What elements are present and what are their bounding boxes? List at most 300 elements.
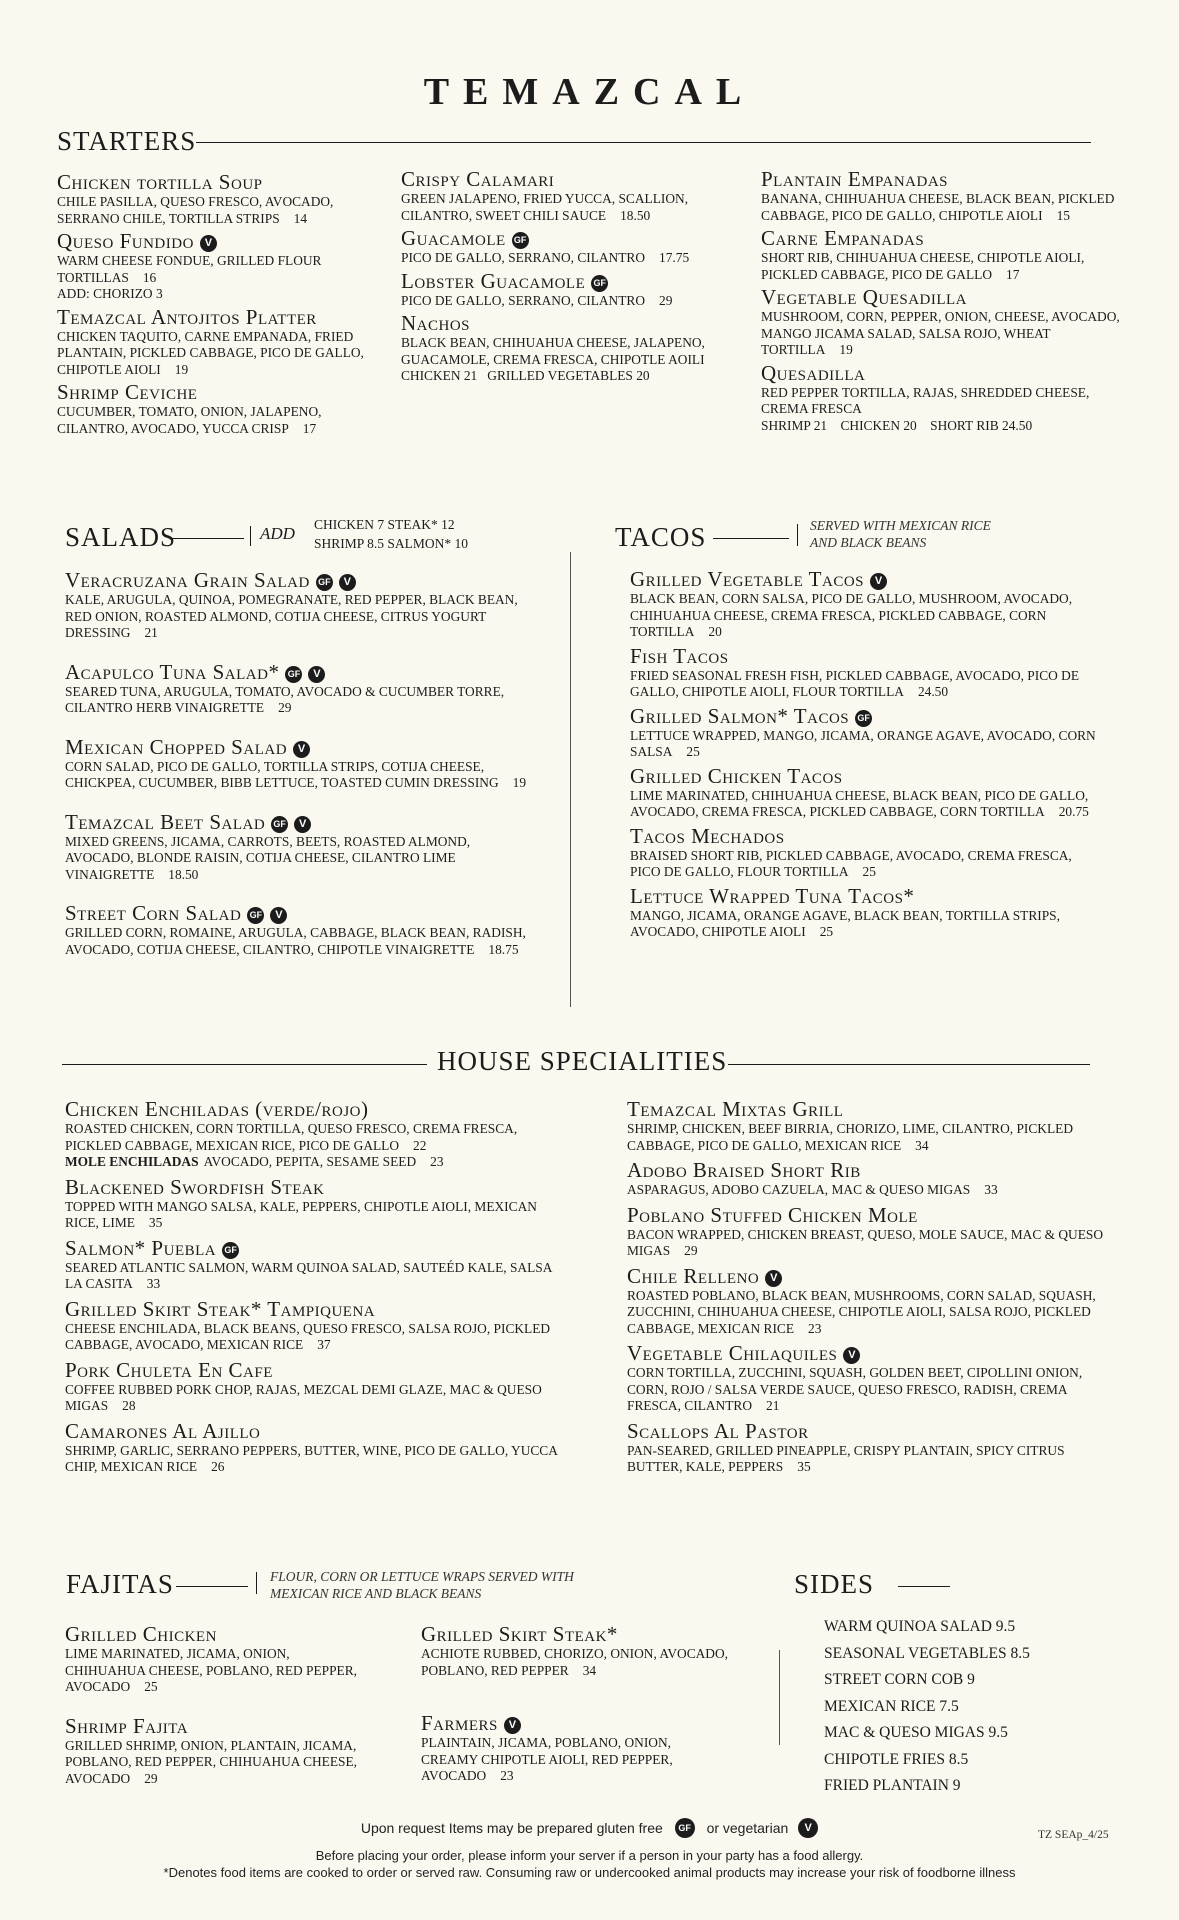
menu-item-description: [57, 404, 377, 437]
menu-item-desc-text: ROASTED CHICKEN, CORN TORTILLA, QUESO FRESCO, CREMA FRESCA, PICKLED CABBAGE, MEXICAN RICE, PICO DE GALLO: [65, 1121, 518, 1153]
menu-item-name: [65, 1236, 565, 1260]
menu-item-description: [65, 1443, 565, 1476]
menu-item: [627, 1158, 1117, 1199]
menu-item-name-text: Queso Fundido: [57, 229, 194, 253]
menu-item-description: [630, 908, 1100, 941]
menu-item-name-text: Farmers: [421, 1711, 498, 1735]
menu-item-desc-text: ASPARAGUS, ADOBO CAZUELA, MAC & QUESO MIGAS: [627, 1182, 971, 1197]
menu-item: [401, 311, 731, 385]
menu-item-desc-text: RED PEPPER TORTILLA, RAJAS, SHREDDED CHEESE, CREMA FRESCA: [761, 384, 1090, 416]
menu-item-desc-text: BRAISED SHORT RIB, PICKLED CABBAGE, AVOCADO, CREMA FRESCA, PICO DE GALLO, FLOUR TORTILLA: [630, 847, 1072, 879]
menu-item: [65, 1358, 565, 1415]
vegetarian-icon: V: [843, 1347, 860, 1364]
menu-item-desc-text: PICO DE GALLO, SERRANO, CILANTRO: [401, 250, 646, 265]
menu-item-name: [761, 226, 1131, 250]
menu-item: [65, 810, 535, 884]
menu-item: [57, 380, 377, 437]
menu-item: [761, 167, 1131, 224]
vegetarian-icon: V: [339, 574, 356, 591]
menu-item-price: 29: [684, 1243, 698, 1258]
menu-item-name-text: Pork Chuleta En Cafe: [65, 1357, 273, 1382]
menu-item-name: [65, 901, 535, 925]
menu-item-desc-text: LETTUCE WRAPPED, MANGO, JICAMA, ORANGE AGAVE, AVOCADO, CORN SALSA: [630, 727, 1096, 759]
menu-item-name-text: Adobo Braised Short Rib: [627, 1158, 861, 1182]
fajitas-col-2: [421, 1622, 731, 1785]
tacos-list: [630, 567, 1100, 941]
menu-item-desc-text: MUSHROOM, CORN, PEPPER, ONION, CHEESE, AVOCADO, MANGO JICAMA SALAD, SALSA ROJO, WHEAT TORTILLA: [761, 309, 1120, 357]
menu-item-price: 14: [293, 210, 308, 226]
menu-item-name: [630, 567, 1100, 591]
menu-item-desc-text: BLACK BEAN, CHIHUAHUA CHEESE, JALAPENO, GUACAMOLE, CREMA FRESCA, CHIPOTLE AOILI: [401, 335, 705, 367]
menu-item-desc-text: SEARED TUNA, ARUGULA, TOMATO, AVOCADO & CUCUMBER TORRE, CILANTRO HERB VINAIGRETTE: [65, 683, 505, 715]
sides-list: [824, 1614, 1104, 1800]
salads-rule: [172, 538, 244, 539]
menu-item-name-text: Plantain Empanadas: [761, 167, 949, 191]
menu-item-name: [57, 380, 377, 404]
salads-add-divider: [250, 526, 251, 546]
menu-item-description: [401, 191, 731, 224]
menu-item: [630, 884, 1100, 941]
salads-heading: SALADS: [65, 522, 177, 552]
menu-item: [65, 1097, 565, 1171]
salads-list: [65, 568, 535, 958]
menu-item-name-text: Poblano Stuffed Chicken Mole: [627, 1202, 918, 1227]
menu-item: [65, 1297, 565, 1354]
menu-item-desc-text: MANGO, JICAMA, ORANGE AGAVE, BLACK BEAN, TORTILLA STRIPS, AVOCADO, CHIPOTLE AIOLI: [630, 907, 1060, 939]
menu-item-name-text: Temazcal Mixtas Grill: [627, 1097, 844, 1121]
menu-item-description: [65, 1321, 565, 1354]
menu-item-desc-text: SHORT RIB, CHIHUAHUA CHEESE, CHIPOTLE AIOLI, PICKLED CABBAGE, PICO DE GALLO: [761, 250, 1085, 282]
vegetarian-icon: V: [870, 573, 887, 590]
menu-item-name-text: Lobster Guacamole: [401, 268, 586, 293]
menu-item-name-text: Nachos: [401, 311, 471, 335]
menu-item: [401, 226, 731, 267]
menu-item-desc-text: ROASTED POBLANO, BLACK BEAN, MUSHROOMS, CORN SALAD, SQUASH, ZUCCHINI, CHIHUAHUA CHEESE, CHIPOTLE AIOLI, SALSA ROJO, PICKLED CABBAGE, MEXICAN RICE: [627, 1287, 1096, 1336]
menu-item-price: 19: [174, 361, 189, 377]
menu-item-name-text: Blackened Swordfish Steak: [65, 1174, 325, 1199]
menu-item: [65, 660, 535, 717]
menu-item-desc-text: PAN-SEARED, GRILLED PINEAPPLE, CRISPY PLANTAIN, SPICY CITRUS BUTTER, KALE, PEPPERS: [627, 1442, 1065, 1474]
menu-item-description: [65, 1738, 365, 1788]
menu-item: [65, 1714, 365, 1788]
menu-item-name-text: Crispy Calamari: [401, 167, 555, 191]
menu-item-description: [401, 335, 731, 368]
menu-item-description: [627, 1182, 1117, 1199]
menu-item-price: 25: [686, 744, 700, 759]
vegetarian-icon: V: [765, 1270, 782, 1287]
menu-item-desc-text: LIME MARINATED, JICAMA, ONION, CHIHUAHUA CHEESE, POBLANO, RED PEPPER, AVOCADO: [65, 1646, 358, 1694]
menu-item-name: [65, 660, 535, 684]
salads-add-label: ADD: [260, 524, 295, 543]
menu-item-name-text: Chicken Enchiladas (verde/rojo): [65, 1097, 369, 1121]
menu-item-price: 17: [1006, 266, 1020, 282]
gluten-free-icon: GF: [316, 574, 333, 591]
menu-item-name-text: Scallops Al Pastor: [627, 1418, 809, 1443]
menu-item-name: [421, 1622, 731, 1646]
fajitas-note: FLOUR, CORN OR LETTUCE WRAPS SERVED WITH MEXICAN RICE AND BLACK BEANS: [270, 1569, 574, 1601]
menu-item-desc-text: CHICKEN TAQUITO, CARNE EMPANADA, FRIED PLANTAIN, PICKLED CABBAGE, PICO DE GALLO, CHIPOTLE AIOLI: [57, 328, 364, 377]
menu-item-name: [65, 1358, 565, 1382]
side-item: MAC & QUESO MIGAS 9.5: [824, 1724, 1008, 1741]
menu-item-desc-text: PLAINTAIN, JICAMA, POBLANO, ONION, CREAMY CHIPOTLE AIOLI, RED PEPPER, AVOCADO: [421, 1735, 673, 1783]
menu-item-price: 20.75: [1058, 804, 1089, 819]
menu-item-name-text: Mexican Chopped Salad: [65, 734, 288, 759]
menu-item-desc-text: GRILLED CORN, ROMAINE, ARUGULA, CABBAGE, BLACK BEAN, RADISH, AVOCADO, COTIJA CHEESE, CILANTRO, CHIPOTLE VINAIGRETTE: [65, 925, 526, 957]
side-item: SEASONAL VEGETABLES 8.5: [824, 1644, 1030, 1662]
menu-item-name: [630, 884, 1100, 908]
menu-item-description: [627, 1227, 1117, 1260]
fajitas-rule: [176, 1586, 248, 1587]
footer-allergy: Before placing your order, please inform your server if a person in your party has a food allergy.: [315, 1848, 864, 1863]
menu-item: [627, 1341, 1117, 1415]
menu-item-name-text: Grilled Skirt Steak*: [421, 1622, 618, 1646]
menu-item-description: [630, 848, 1100, 881]
menu-item-desc-text: MIXED GREENS, JICAMA, CARROTS, BEETS, ROASTED ALMOND, AVOCADO, BLONDE RAISIN, COTIJA CHEESE, CILANTRO LIME VINAIGRETTE: [65, 833, 471, 882]
menu-item-desc-text: BLACK BEAN, CORN SALSA, PICO DE GALLO, MUSHROOM, AVOCADO, CHIHUAHUA CHEESE, CREMA FRESCA, PICKLED CABBAGE, CORN TORTILLA: [630, 591, 1073, 639]
side-item: STREET CORN COB 9: [824, 1671, 975, 1688]
menu-item-desc-text: SHRIMP, GARLIC, SERRANO PEPPERS, BUTTER, WINE, PICO DE GALLO, YUCCA CHIP, MEXICAN RICE: [65, 1442, 558, 1474]
menu-item-desc-text: GREEN JALAPENO, FRIED YUCCA, SCALLION, CILANTRO, SWEET CHILI SAUCE: [401, 191, 689, 223]
menu-item-desc-text: FRIED SEASONAL FRESH FISH, PICKLED CABBAGE, AVOCADO, PICO DE GALLO, CHIPOTLE AIOLI, FLOUR TORTILLA: [630, 667, 1080, 699]
menu-item: [761, 226, 1131, 283]
menu-item-description: [630, 728, 1100, 761]
menu-item-price: 18.50: [168, 866, 199, 882]
starters-heading: STARTERS: [57, 126, 197, 156]
menu-item-name-text: Tacos Mechados: [630, 823, 785, 848]
menu-item-price: 33: [984, 1182, 998, 1197]
vegetarian-icon: V: [200, 235, 217, 252]
menu-item-description: [630, 788, 1100, 821]
menu-item: [627, 1264, 1117, 1338]
gluten-free-icon: GF: [675, 1818, 695, 1838]
menu-item: [630, 644, 1100, 701]
vegetarian-icon: V: [798, 1818, 818, 1838]
menu-item-variant: [65, 1154, 565, 1171]
salads-tacos-divider: [570, 552, 571, 1007]
menu-item-name-text: Carne Empanadas: [761, 226, 925, 250]
menu-item-name: [761, 285, 1131, 309]
menu-item-name: [57, 229, 377, 253]
menu-item: [630, 824, 1100, 881]
menu-item-variant-name: MOLE ENCHILADAS: [65, 1154, 199, 1169]
menu-code: TZ SEAp_4/25: [1038, 1829, 1109, 1841]
house-col-1: [65, 1097, 565, 1476]
menu-item: [421, 1622, 731, 1679]
menu-item-name: [630, 824, 1100, 848]
menu-item-name: [627, 1203, 1117, 1227]
salads-add-line-2: SHRIMP 8.5 SALMON* 10: [314, 536, 469, 551]
menu-item-description: [421, 1735, 731, 1785]
menu-item-name-text: Shrimp Ceviche: [57, 380, 198, 404]
menu-item-description: [421, 1646, 731, 1679]
side-item: MEXICAN RICE 7.5: [824, 1697, 959, 1715]
menu-item-price: 19: [839, 342, 853, 357]
house-rule-right: [728, 1064, 1090, 1065]
menu-item: [627, 1419, 1117, 1476]
menu-item: [65, 735, 535, 792]
menu-item-name: [627, 1158, 1117, 1182]
menu-item-name: [627, 1264, 1117, 1288]
menu-item-name: [65, 568, 535, 592]
menu-item-name: [65, 1419, 565, 1443]
menu-item-price: 16: [142, 269, 157, 285]
menu-item-desc-text: ACHIOTE RUBBED, CHORIZO, ONION, AVOCADO, POBLANO, RED PEPPER: [421, 1646, 728, 1678]
side-item: CHIPOTLE FRIES 8.5: [824, 1750, 969, 1768]
menu-item-name: [630, 644, 1100, 668]
menu-item-price: 20: [708, 624, 722, 639]
menu-item-description: [57, 253, 377, 286]
menu-item-price: 29: [278, 700, 292, 715]
menu-item-name: [65, 1622, 365, 1646]
menu-item-description: [65, 1382, 565, 1415]
menu-item-name: [65, 1097, 565, 1121]
menu-item-description: [761, 385, 1131, 418]
menu-item: [630, 567, 1100, 641]
menu-item-name-text: Vegetable Quesadilla: [761, 285, 968, 309]
menu-item: [401, 167, 731, 224]
menu-item-name-text: Lettuce Wrapped Tuna Tacos*: [630, 883, 915, 908]
menu-item-price: 29: [659, 292, 673, 308]
menu-item: [630, 764, 1100, 821]
menu-item-options: SHRIMP 21 CHICKEN 20 SHORT RIB 24.50: [761, 417, 1033, 433]
menu-item-name-text: Chile Relleno: [627, 1263, 760, 1288]
menu-item-description: [630, 668, 1100, 701]
menu-item: [401, 269, 731, 310]
menu-item-desc-text: LIME MARINATED, CHIHUAHUA CHEESE, BLACK BEAN, PICO DE GALLO, AVOCADO, CREMA FRESCA, PICKLED CABBAGE, CORN TORTILLA: [630, 787, 1089, 819]
menu-item-description: [761, 250, 1131, 283]
gluten-free-icon: GF: [247, 907, 264, 924]
starters-col-1: [57, 170, 377, 437]
menu-item: [57, 305, 377, 379]
menu-item-price: 17: [302, 420, 317, 436]
vegetarian-icon: V: [294, 816, 311, 833]
menu-item: [761, 361, 1131, 435]
menu-item-price: 18.75: [488, 941, 519, 957]
menu-item-desc-text: SHRIMP, CHICKEN, BEEF BIRRIA, CHORIZO, LIME, CILANTRO, PICKLED CABBAGE, PICO DE GALLO, MEXICAN RICE: [627, 1121, 1073, 1153]
menu-item-description: [401, 250, 731, 267]
menu-item-desc-text: KALE, ARUGULA, QUINOA, POMEGRANATE, RED PEPPER, BLACK BEAN, RED ONION, ROASTED ALMOND, COTIJA CHEESE, CITRUS YOGURT DRESSING: [65, 592, 518, 640]
tacos-note: SERVED WITH MEXICAN RICE AND BLACK BEANS: [810, 518, 991, 550]
menu-item-price: 18.50: [620, 207, 651, 223]
menu-item-description: [65, 1260, 565, 1293]
menu-item-name: [57, 170, 377, 194]
menu-item: [65, 1622, 365, 1696]
tacos-heading: TACOS: [615, 522, 707, 552]
menu-item-name-text: Shrimp Fajita: [65, 1713, 189, 1738]
menu-item-name-text: Salmon* Puebla: [65, 1235, 217, 1260]
menu-item-price: 34: [582, 1662, 597, 1678]
menu-item-name-text: Street Corn Salad: [65, 901, 242, 925]
menu-item-price: 23: [500, 1768, 514, 1783]
menu-item-price: 15: [1056, 207, 1070, 223]
menu-item-desc-text: CUCUMBER, TOMATO, ONION, JALAPENO, CILANTRO, AVOCADO, YUCCA CRISP: [57, 404, 322, 436]
restaurant-logo: TEMAZCAL: [423, 71, 756, 113]
menu-item-price: 25: [144, 1679, 158, 1694]
footer-request-text-a: Upon request Items may be prepared gluten free: [360, 1820, 663, 1836]
menu-item-desc-text: COFFEE RUBBED PORK CHOP, RAJAS, MEZCAL DEMI GLAZE, MAC & QUESO MIGAS: [65, 1381, 542, 1413]
menu-item: [65, 901, 535, 958]
menu-item-name: [630, 764, 1100, 788]
menu-item-price: 35: [148, 1215, 163, 1230]
menu-item-desc-text: GRILLED SHRIMP, ONION, PLANTAIN, JICAMA, POBLANO, RED PEPPER, CHIHUAHUA CHEESE, AVOCADO: [65, 1737, 358, 1786]
sides-divider: [779, 1650, 780, 1745]
menu-item-name: [421, 1711, 731, 1735]
menu-item-description: [65, 684, 535, 717]
menu-item-price: 34: [915, 1137, 929, 1153]
menu-item-desc-text: SEARED ATLANTIC SALMON, WARM QUINOA SALAD, SAUTEÉD KALE, SALSA LA CASITA: [65, 1259, 552, 1291]
gluten-free-icon: GF: [855, 710, 872, 727]
menu-item-name: [65, 735, 535, 759]
gluten-free-icon: GF: [285, 666, 302, 683]
menu-item-price: 37: [317, 1337, 331, 1352]
menu-item-price: 21: [766, 1398, 780, 1413]
fajitas-note-divider: [256, 1572, 257, 1594]
house-heading: HOUSE SPECIALITIES: [437, 1046, 728, 1076]
menu-item-name: [65, 1297, 565, 1321]
menu-item: [630, 704, 1100, 761]
menu-item-name-text: Chicken tortilla Soup: [57, 170, 263, 194]
menu-item: [57, 229, 377, 303]
menu-item-description: [65, 1646, 365, 1696]
menu-item-price: 33: [146, 1276, 161, 1291]
menu-item-name-text: Temazcal Antojitos Platter: [57, 304, 317, 329]
menu-item-name: [401, 269, 731, 293]
menu-item-name-text: Temazcal Beet Salad: [65, 809, 266, 834]
menu-item-name: [761, 361, 1131, 385]
menu-item-name: [630, 704, 1100, 728]
vegetarian-icon: V: [270, 907, 287, 924]
fajitas-col-1: [65, 1622, 365, 1787]
menu-item-description: [630, 591, 1100, 641]
menu-item-description: [761, 191, 1131, 224]
menu-item: [627, 1203, 1117, 1260]
menu-item-name-text: Grilled Chicken Tacos: [630, 763, 843, 788]
menu-item-description: [627, 1443, 1117, 1476]
menu-item-price: 24.50: [917, 684, 949, 699]
menu-item-name: [627, 1419, 1117, 1443]
menu-item-description: [57, 329, 377, 379]
menu-item-name-text: Fish Tacos: [630, 643, 729, 668]
menu-item-name: [65, 810, 535, 834]
menu-item-description: [65, 925, 535, 958]
menu-item-name-text: Veracruzana Grain Salad: [65, 568, 310, 592]
gluten-free-icon: GF: [222, 1242, 239, 1259]
menu-item-price: 25: [862, 864, 876, 879]
menu-item-name-text: Grilled Chicken: [65, 1622, 217, 1646]
menu-item-price: 22: [413, 1137, 427, 1153]
menu-item-price: 25: [819, 924, 834, 939]
menu-item-desc-text: TOPPED WITH MANGO SALSA, KALE, PEPPERS, CHIPOTLE AIOLI, MEXICAN RICE, LIME: [65, 1198, 537, 1230]
menu-item-name: [401, 167, 731, 191]
sides-heading: SIDES: [794, 1569, 875, 1599]
fajitas-heading: FAJITAS: [66, 1569, 174, 1599]
menu-item-options: ADD: CHORIZO 3: [57, 286, 163, 301]
menu-item-price: 23: [808, 1320, 822, 1336]
menu-item-name: [627, 1341, 1117, 1365]
menu-item-price: 19: [512, 775, 527, 790]
menu-item-name: [401, 226, 731, 250]
gluten-free-icon: GF: [512, 232, 529, 249]
gluten-free-icon: GF: [271, 816, 288, 833]
menu-item-price: 28: [122, 1398, 136, 1413]
house-rule-left: [62, 1064, 427, 1065]
menu-item-name-text: Grilled Vegetable Tacos: [630, 567, 865, 591]
menu-item-description: [627, 1121, 1117, 1154]
menu-item-desc-text: BANANA, CHIHUAHUA CHEESE, BLACK BEAN, PICKLED CABBAGE, PICO DE GALLO, CHIPOTLE AIOLI: [761, 191, 1115, 223]
starters-col-3: [761, 167, 1131, 434]
starters-rule: [196, 142, 1091, 143]
menu-item: [65, 1236, 565, 1293]
salads-add-line-1: CHICKEN 7 STEAK* 12: [314, 517, 455, 532]
vegetarian-icon: V: [293, 741, 310, 758]
menu-item-desc-text: BACON WRAPPED, CHICKEN BREAST, QUESO, MOLE SAUCE, MAC & QUESO MIGAS: [627, 1226, 1104, 1258]
menu-item-name-text: Guacamole: [401, 226, 506, 250]
side-item: FRIED PLANTAIN 9: [824, 1777, 961, 1794]
menu-item-name: [761, 167, 1131, 191]
menu-item-name-text: Acapulco Tuna Salad*: [65, 659, 280, 684]
menu-item: [627, 1097, 1117, 1154]
footer-request-text-b: or vegetarian: [706, 1820, 789, 1836]
menu-item-options: CHICKEN 21 GRILLED VEGETABLES 20: [401, 368, 650, 383]
menu-item-name-text: Vegetable Chilaquiles: [627, 1341, 838, 1365]
menu-item-name-text: Camarones Al Ajillo: [65, 1418, 261, 1443]
menu-item-description: [627, 1365, 1117, 1415]
starters-col-2: [401, 167, 731, 385]
menu-item-desc-text: PICO DE GALLO, SERRANO, CILANTRO: [401, 292, 646, 308]
menu-item-price: 29: [144, 1770, 158, 1786]
menu-item-description: [65, 1121, 565, 1154]
menu-item: [421, 1711, 731, 1785]
footer-request: [0, 1818, 1179, 1838]
menu-item-price: 21: [144, 625, 158, 640]
menu-item: [65, 1175, 565, 1232]
sides-rule: [898, 1586, 950, 1587]
menu-item-description: [65, 1199, 565, 1232]
menu-item-description: [65, 592, 535, 642]
menu-item: [65, 1419, 565, 1476]
menu-item-name: [57, 305, 377, 329]
menu-item-price: 17.75: [659, 250, 690, 265]
menu-item-desc-text: CORN SALAD, PICO DE GALLO, TORTILLA STRIPS, COTIJA CHEESE, CHICKPEA, CUCUMBER, BIBB LETTUCE, TOASTED CUMIN DRESSING: [65, 758, 499, 790]
menu-item-description: [627, 1288, 1117, 1338]
menu-item: [65, 568, 535, 642]
tacos-rule: [713, 538, 789, 539]
tacos-note-divider: [797, 524, 798, 546]
menu-item-variant-desc: AVOCADO, PEPITA, SESAME SEED: [203, 1154, 417, 1169]
vegetarian-icon: V: [308, 666, 325, 683]
menu-item-variant-price: 23: [430, 1154, 444, 1169]
menu-item-name: [65, 1175, 565, 1199]
menu-item-name: [401, 311, 731, 335]
menu-item-price: 26: [211, 1459, 225, 1474]
menu-item: [761, 285, 1131, 359]
menu-item-description: [57, 194, 377, 227]
menu-item-name-text: Quesadilla: [761, 360, 866, 385]
menu-item-description: [761, 309, 1131, 359]
house-col-2: [627, 1097, 1117, 1476]
menu-item-desc-text: WARM CHEESE FONDUE, GRILLED FLOUR TORTILLAS: [57, 253, 322, 285]
gluten-free-icon: GF: [591, 275, 608, 292]
menu-item-name-text: Grilled Skirt Steak* Tampiquena: [65, 1296, 376, 1321]
menu-item-name: [65, 1714, 365, 1738]
menu-item-price: 35: [797, 1459, 811, 1474]
footer-raw-warning: *Denotes food items are cooked to order or served raw. Consuming raw or undercooked animal products may increase your risk of foodborne illness: [163, 1865, 1016, 1880]
menu-item-desc-text: CHEESE ENCHILADA, BLACK BEANS, QUESO FRESCO, SALSA ROJO, PICKLED CABBAGE, AVOCADO, MEXICAN RICE: [65, 1320, 551, 1352]
menu-item-desc-text: CORN TORTILLA, ZUCCHINI, SQUASH, GOLDEN BEET, CIPOLLINI ONION, CORN, ROJO / SALSA VERDE SAUCE, QUESO FRESCO, RADISH, CREMA FRESCA, CILANTRO: [627, 1365, 1083, 1413]
menu-item-name: [627, 1097, 1117, 1121]
menu-item-name-text: Grilled Salmon* Tacos: [630, 703, 850, 728]
side-item: WARM QUINOA SALAD 9.5: [824, 1618, 1016, 1635]
